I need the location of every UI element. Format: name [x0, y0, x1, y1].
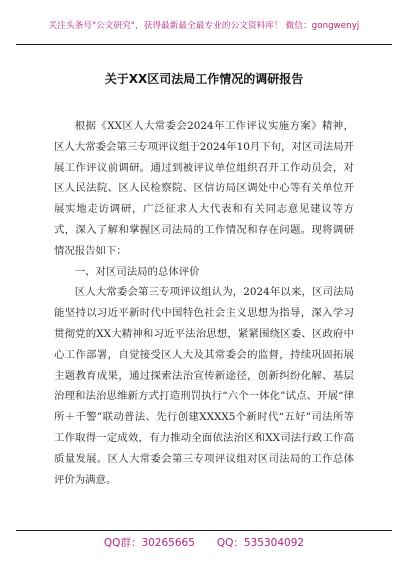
- footer-qq: QQ：535304092: [216, 537, 305, 549]
- footer-divider: [16, 530, 392, 531]
- header-divider: [16, 44, 392, 45]
- footer-qq-group: QQ群：30265665: [103, 537, 195, 549]
- footer-contact: [0, 535, 408, 550]
- paragraph-intro: 根据《XX区人大常委会2024年工作评议实施方案》精神，区人大常委会第三专项评议组于2024年10月下旬，对区司法局开展工作评议前调研。通过到被评议单位组织召开工作动员会，对区人民法院、区人民检察院、区信访局区调处中心等有关单位开展实地走访调研，广泛征求人大代表和有关同志意见建议等方式，深入了解和掌握区司法局的工作情况和存在问题。现将调研情况报告如下：: [54, 120, 354, 257]
- header-banner: 关注头条号"公文研究"，获得最新最全最专业的公文资料库！ 微信：gongwenyj: [48, 21, 360, 31]
- document-body: [54, 116, 354, 490]
- section-heading-1: 一、对区司法局的总体评价: [74, 265, 200, 278]
- document-title: 关于XX区司法局工作情况的调研报告: [104, 72, 304, 86]
- paragraph-evaluation: 区人大常委会第三专项评议组认为，2024年以来，区司法局能坚持以习近平新时代中国特色社会主义思想为指导，深入学习贯彻党的XX大精神和习近平法治思想，紧紧围绕区委、区政府中心工作部署，自觉接受区人大及其常委会的监督，持续巩固拓展主题教育成果，通过探索法治宣传新途径，创新纠纷化解、基层治理和法治思维新方式打造刑罚执行“六个一体化”试点、开展“律所＋千警”联动普法、先行创建XXXX5个新时代“五好”司法所等工作取得一定成效，有力推动全面依法治区和XX司法行政工作高质量发展。区人大常委会第三专项评议组对区司法局的工作总体评价为满意。: [54, 286, 354, 486]
